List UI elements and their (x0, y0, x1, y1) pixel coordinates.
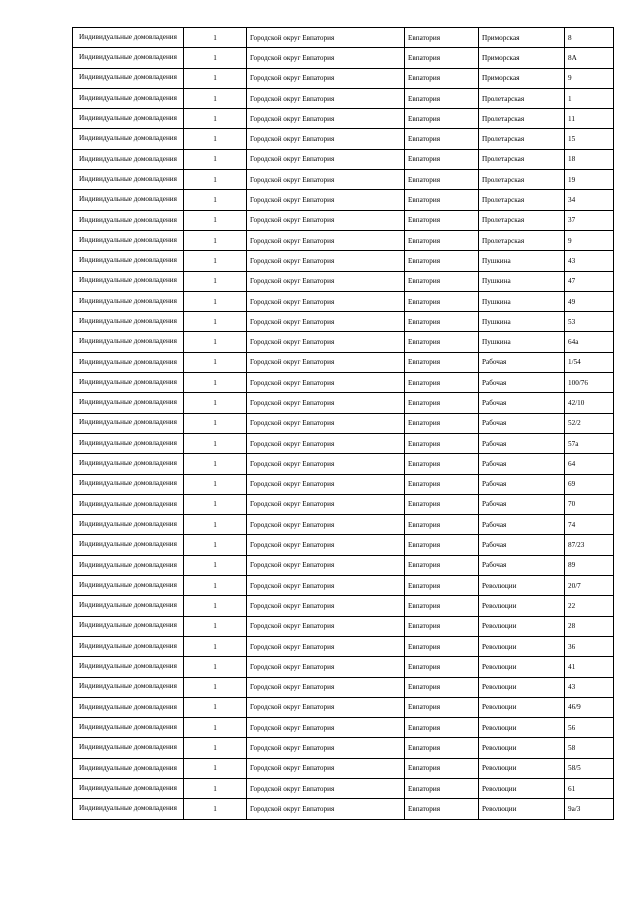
count-cell: 1 (184, 109, 247, 129)
city-cell: Евпатория (405, 454, 479, 474)
house-number-cell: 64а (565, 332, 614, 352)
street-cell: Рабочая (479, 515, 565, 535)
district-cell: Городской округ Евпатория (247, 616, 405, 636)
city-cell: Евпатория (405, 393, 479, 413)
building-type-cell: Индивидуальные домовладения (73, 88, 184, 108)
street-cell: Пролетарская (479, 149, 565, 169)
count-cell: 1 (184, 312, 247, 332)
city-cell: Евпатория (405, 271, 479, 291)
house-number-cell: 11 (565, 109, 614, 129)
district-cell: Городской округ Евпатория (247, 474, 405, 494)
city-cell: Евпатория (405, 778, 479, 798)
district-cell: Городской округ Евпатория (247, 758, 405, 778)
street-cell: Рабочая (479, 535, 565, 555)
district-cell: Городской округ Евпатория (247, 48, 405, 68)
table-row (73, 697, 614, 717)
house-number-cell: 89 (565, 555, 614, 575)
count-cell: 1 (184, 170, 247, 190)
table-row (73, 616, 614, 636)
count-cell: 1 (184, 271, 247, 291)
district-cell: Городской округ Евпатория (247, 312, 405, 332)
city-cell: Евпатория (405, 129, 479, 149)
street-cell: Революции (479, 758, 565, 778)
house-number-cell: 36 (565, 636, 614, 656)
street-cell: Революции (479, 738, 565, 758)
building-type-cell: Индивидуальные домовладения (73, 129, 184, 149)
table-row (73, 190, 614, 210)
district-cell: Городской округ Евпатория (247, 413, 405, 433)
building-type-cell: Индивидуальные домовладения (73, 413, 184, 433)
count-cell: 1 (184, 230, 247, 250)
city-cell: Евпатория (405, 251, 479, 271)
district-cell: Городской округ Евпатория (247, 454, 405, 474)
building-type-cell: Индивидуальные домовладения (73, 109, 184, 129)
house-number-cell: 43 (565, 251, 614, 271)
building-type-cell: Индивидуальные домовладения (73, 332, 184, 352)
table-row (73, 393, 614, 413)
count-cell: 1 (184, 657, 247, 677)
table-row (73, 576, 614, 596)
district-cell: Городской округ Евпатория (247, 210, 405, 230)
count-cell: 1 (184, 373, 247, 393)
city-cell: Евпатория (405, 799, 479, 819)
house-number-cell: 58 (565, 738, 614, 758)
house-number-cell: 56 (565, 718, 614, 738)
city-cell: Евпатория (405, 494, 479, 514)
street-cell: Рабочая (479, 433, 565, 453)
district-cell: Городской округ Евпатория (247, 149, 405, 169)
building-type-cell: Индивидуальные домовладения (73, 393, 184, 413)
table-row (73, 312, 614, 332)
house-number-cell: 69 (565, 474, 614, 494)
street-cell: Рабочая (479, 373, 565, 393)
house-number-cell: 8 (565, 28, 614, 48)
building-type-cell: Индивидуальные домовладения (73, 677, 184, 697)
table-row (73, 251, 614, 271)
building-type-cell: Индивидуальные домовладения (73, 28, 184, 48)
house-number-cell: 15 (565, 129, 614, 149)
street-cell: Революции (479, 657, 565, 677)
building-type-cell: Индивидуальные домовладения (73, 494, 184, 514)
building-type-cell: Индивидуальные домовладения (73, 230, 184, 250)
count-cell: 1 (184, 291, 247, 311)
district-cell: Городской округ Евпатория (247, 738, 405, 758)
house-number-cell: 41 (565, 657, 614, 677)
city-cell: Евпатория (405, 636, 479, 656)
building-type-cell: Индивидуальные домовладения (73, 718, 184, 738)
table-row (73, 535, 614, 555)
district-cell: Городской округ Евпатория (247, 393, 405, 413)
table-row (73, 210, 614, 230)
district-cell: Городской округ Евпатория (247, 373, 405, 393)
count-cell: 1 (184, 718, 247, 738)
building-type-cell: Индивидуальные домовладения (73, 210, 184, 230)
district-cell: Городской округ Евпатория (247, 657, 405, 677)
street-cell: Революции (479, 718, 565, 738)
city-cell: Евпатория (405, 535, 479, 555)
building-type-cell: Индивидуальные домовладения (73, 636, 184, 656)
district-cell: Городской округ Евпатория (247, 230, 405, 250)
street-cell: Рабочая (479, 474, 565, 494)
house-number-cell: 9 (565, 68, 614, 88)
district-cell: Городской округ Евпатория (247, 271, 405, 291)
building-type-cell: Индивидуальные домовладения (73, 474, 184, 494)
city-cell: Евпатория (405, 291, 479, 311)
count-cell: 1 (184, 88, 247, 108)
house-number-cell: 42/10 (565, 393, 614, 413)
count-cell: 1 (184, 149, 247, 169)
building-type-cell: Индивидуальные домовладения (73, 251, 184, 271)
table-row (73, 48, 614, 68)
table-row (73, 129, 614, 149)
district-cell: Городской округ Евпатория (247, 636, 405, 656)
count-cell: 1 (184, 535, 247, 555)
table-row (73, 758, 614, 778)
city-cell: Евпатория (405, 352, 479, 372)
house-number-cell: 8А (565, 48, 614, 68)
district-cell: Городской округ Евпатория (247, 170, 405, 190)
city-cell: Евпатория (405, 474, 479, 494)
district-cell: Городской округ Евпатория (247, 352, 405, 372)
house-number-cell: 1/54 (565, 352, 614, 372)
street-cell: Рабочая (479, 494, 565, 514)
street-cell: Пушкина (479, 312, 565, 332)
street-cell: Пушкина (479, 332, 565, 352)
building-type-cell: Индивидуальные домовладения (73, 535, 184, 555)
count-cell: 1 (184, 251, 247, 271)
city-cell: Евпатория (405, 149, 479, 169)
district-cell: Городской округ Евпатория (247, 332, 405, 352)
district-cell: Городской округ Евпатория (247, 718, 405, 738)
count-cell: 1 (184, 210, 247, 230)
district-cell: Городской округ Евпатория (247, 433, 405, 453)
street-cell: Рабочая (479, 352, 565, 372)
district-cell: Городской округ Евпатория (247, 799, 405, 819)
count-cell: 1 (184, 68, 247, 88)
house-number-cell: 52/2 (565, 413, 614, 433)
street-cell: Революции (479, 697, 565, 717)
table-row (73, 515, 614, 535)
table-row (73, 230, 614, 250)
street-cell: Революции (479, 596, 565, 616)
building-type-cell: Индивидуальные домовладения (73, 657, 184, 677)
count-cell: 1 (184, 413, 247, 433)
building-type-cell: Индивидуальные домовладения (73, 170, 184, 190)
street-cell: Приморская (479, 48, 565, 68)
table-row (73, 738, 614, 758)
building-type-cell: Индивидуальные домовладения (73, 799, 184, 819)
street-cell: Приморская (479, 28, 565, 48)
city-cell: Евпатория (405, 697, 479, 717)
house-number-cell: 61 (565, 778, 614, 798)
street-cell: Революции (479, 576, 565, 596)
count-cell: 1 (184, 799, 247, 819)
street-cell: Революции (479, 677, 565, 697)
count-cell: 1 (184, 474, 247, 494)
house-number-cell: 18 (565, 149, 614, 169)
city-cell: Евпатория (405, 210, 479, 230)
city-cell: Евпатория (405, 576, 479, 596)
house-number-cell: 43 (565, 677, 614, 697)
count-cell: 1 (184, 758, 247, 778)
street-cell: Революции (479, 778, 565, 798)
building-type-cell: Индивидуальные домовладения (73, 697, 184, 717)
house-number-cell: 37 (565, 210, 614, 230)
street-cell: Рабочая (479, 555, 565, 575)
table-row (73, 454, 614, 474)
house-number-cell: 19 (565, 170, 614, 190)
city-cell: Евпатория (405, 413, 479, 433)
count-cell: 1 (184, 616, 247, 636)
table-row (73, 433, 614, 453)
district-cell: Городской округ Евпатория (247, 555, 405, 575)
house-number-cell: 87/23 (565, 535, 614, 555)
district-cell: Городской округ Евпатория (247, 190, 405, 210)
table-row (73, 291, 614, 311)
table-row (73, 271, 614, 291)
street-cell: Пролетарская (479, 190, 565, 210)
table-row (73, 373, 614, 393)
district-cell: Городской округ Евпатория (247, 251, 405, 271)
street-cell: Пролетарская (479, 230, 565, 250)
building-type-cell: Индивидуальные домовладения (73, 271, 184, 291)
house-number-cell: 70 (565, 494, 614, 514)
table-row (73, 109, 614, 129)
house-number-cell: 9 (565, 230, 614, 250)
building-type-cell: Индивидуальные домовладения (73, 738, 184, 758)
city-cell: Евпатория (405, 88, 479, 108)
count-cell: 1 (184, 352, 247, 372)
building-type-cell: Индивидуальные домовладения (73, 758, 184, 778)
building-type-cell: Индивидуальные домовладения (73, 596, 184, 616)
building-type-cell: Индивидуальные домовладения (73, 48, 184, 68)
city-cell: Евпатория (405, 555, 479, 575)
count-cell: 1 (184, 48, 247, 68)
table-row (73, 799, 614, 819)
table-row (73, 677, 614, 697)
building-type-cell: Индивидуальные домовладения (73, 291, 184, 311)
table-row (73, 68, 614, 88)
house-number-cell: 22 (565, 596, 614, 616)
district-cell: Городской округ Евпатория (247, 494, 405, 514)
table-row (73, 28, 614, 48)
building-type-cell: Индивидуальные домовладения (73, 312, 184, 332)
district-cell: Городской округ Евпатория (247, 109, 405, 129)
street-cell: Пушкина (479, 291, 565, 311)
district-cell: Городской округ Евпатория (247, 515, 405, 535)
count-cell: 1 (184, 738, 247, 758)
district-cell: Городской округ Евпатория (247, 28, 405, 48)
street-cell: Революции (479, 799, 565, 819)
table-row (73, 413, 614, 433)
count-cell: 1 (184, 494, 247, 514)
district-cell: Городской округ Евпатория (247, 129, 405, 149)
table-row (73, 596, 614, 616)
street-cell: Пролетарская (479, 170, 565, 190)
district-cell: Городской округ Евпатория (247, 88, 405, 108)
city-cell: Евпатория (405, 657, 479, 677)
building-type-cell: Индивидуальные домовладения (73, 515, 184, 535)
house-number-cell: 53 (565, 312, 614, 332)
house-number-cell: 34 (565, 190, 614, 210)
district-cell: Городской округ Евпатория (247, 535, 405, 555)
table-row (73, 555, 614, 575)
count-cell: 1 (184, 190, 247, 210)
count-cell: 1 (184, 778, 247, 798)
count-cell: 1 (184, 28, 247, 48)
district-cell: Городской округ Евпатория (247, 778, 405, 798)
city-cell: Евпатория (405, 373, 479, 393)
table-row (73, 494, 614, 514)
district-cell: Городской округ Евпатория (247, 596, 405, 616)
city-cell: Евпатория (405, 616, 479, 636)
house-number-cell: 1 (565, 88, 614, 108)
count-cell: 1 (184, 454, 247, 474)
building-type-cell: Индивидуальные домовладения (73, 373, 184, 393)
building-type-cell: Индивидуальные домовладения (73, 352, 184, 372)
street-cell: Революции (479, 616, 565, 636)
city-cell: Евпатория (405, 230, 479, 250)
building-type-cell: Индивидуальные домовладения (73, 149, 184, 169)
table-row (73, 636, 614, 656)
city-cell: Евпатория (405, 332, 479, 352)
table-row (73, 88, 614, 108)
count-cell: 1 (184, 677, 247, 697)
count-cell: 1 (184, 576, 247, 596)
house-number-cell: 74 (565, 515, 614, 535)
street-cell: Пролетарская (479, 129, 565, 149)
street-cell: Приморская (479, 68, 565, 88)
count-cell: 1 (184, 393, 247, 413)
district-cell: Городской округ Евпатория (247, 697, 405, 717)
street-cell: Пушкина (479, 251, 565, 271)
street-cell: Рабочая (479, 413, 565, 433)
building-type-cell: Индивидуальные домовладения (73, 576, 184, 596)
house-number-cell: 64 (565, 454, 614, 474)
table-row (73, 352, 614, 372)
table-row (73, 474, 614, 494)
table-body (73, 28, 614, 820)
city-cell: Евпатория (405, 596, 479, 616)
building-type-cell: Индивидуальные домовладения (73, 433, 184, 453)
count-cell: 1 (184, 596, 247, 616)
city-cell: Евпатория (405, 28, 479, 48)
count-cell: 1 (184, 515, 247, 535)
building-type-cell: Индивидуальные домовладения (73, 190, 184, 210)
city-cell: Евпатория (405, 738, 479, 758)
house-number-cell: 46/9 (565, 697, 614, 717)
house-number-cell: 9а/3 (565, 799, 614, 819)
street-cell: Пушкина (479, 271, 565, 291)
housing-registry-table (72, 27, 614, 820)
city-cell: Евпатория (405, 433, 479, 453)
house-number-cell: 100/76 (565, 373, 614, 393)
district-cell: Городской округ Евпатория (247, 291, 405, 311)
city-cell: Евпатория (405, 677, 479, 697)
district-cell: Городской округ Евпатория (247, 677, 405, 697)
city-cell: Евпатория (405, 170, 479, 190)
city-cell: Евпатория (405, 190, 479, 210)
city-cell: Евпатория (405, 48, 479, 68)
count-cell: 1 (184, 697, 247, 717)
count-cell: 1 (184, 433, 247, 453)
count-cell: 1 (184, 555, 247, 575)
city-cell: Евпатория (405, 312, 479, 332)
count-cell: 1 (184, 129, 247, 149)
city-cell: Евпатория (405, 515, 479, 535)
count-cell: 1 (184, 332, 247, 352)
table-row (73, 718, 614, 738)
street-cell: Революции (479, 636, 565, 656)
house-number-cell: 58/5 (565, 758, 614, 778)
count-cell: 1 (184, 636, 247, 656)
building-type-cell: Индивидуальные домовладения (73, 555, 184, 575)
building-type-cell: Индивидуальные домовладения (73, 778, 184, 798)
city-cell: Евпатория (405, 758, 479, 778)
building-type-cell: Индивидуальные домовладения (73, 68, 184, 88)
table-row (73, 170, 614, 190)
street-cell: Пролетарская (479, 109, 565, 129)
city-cell: Евпатория (405, 718, 479, 738)
district-cell: Городской округ Евпатория (247, 576, 405, 596)
table-row (73, 778, 614, 798)
street-cell: Рабочая (479, 454, 565, 474)
house-number-cell: 49 (565, 291, 614, 311)
building-type-cell: Индивидуальные домовладения (73, 616, 184, 636)
house-number-cell: 28 (565, 616, 614, 636)
house-number-cell: 47 (565, 271, 614, 291)
district-cell: Городской округ Евпатория (247, 68, 405, 88)
city-cell: Евпатория (405, 109, 479, 129)
table-row (73, 332, 614, 352)
table-row (73, 657, 614, 677)
house-number-cell: 20/7 (565, 576, 614, 596)
house-number-cell: 57а (565, 433, 614, 453)
city-cell: Евпатория (405, 68, 479, 88)
street-cell: Пролетарская (479, 88, 565, 108)
street-cell: Пролетарская (479, 210, 565, 230)
building-type-cell: Индивидуальные домовладения (73, 454, 184, 474)
table-row (73, 149, 614, 169)
street-cell: Рабочая (479, 393, 565, 413)
